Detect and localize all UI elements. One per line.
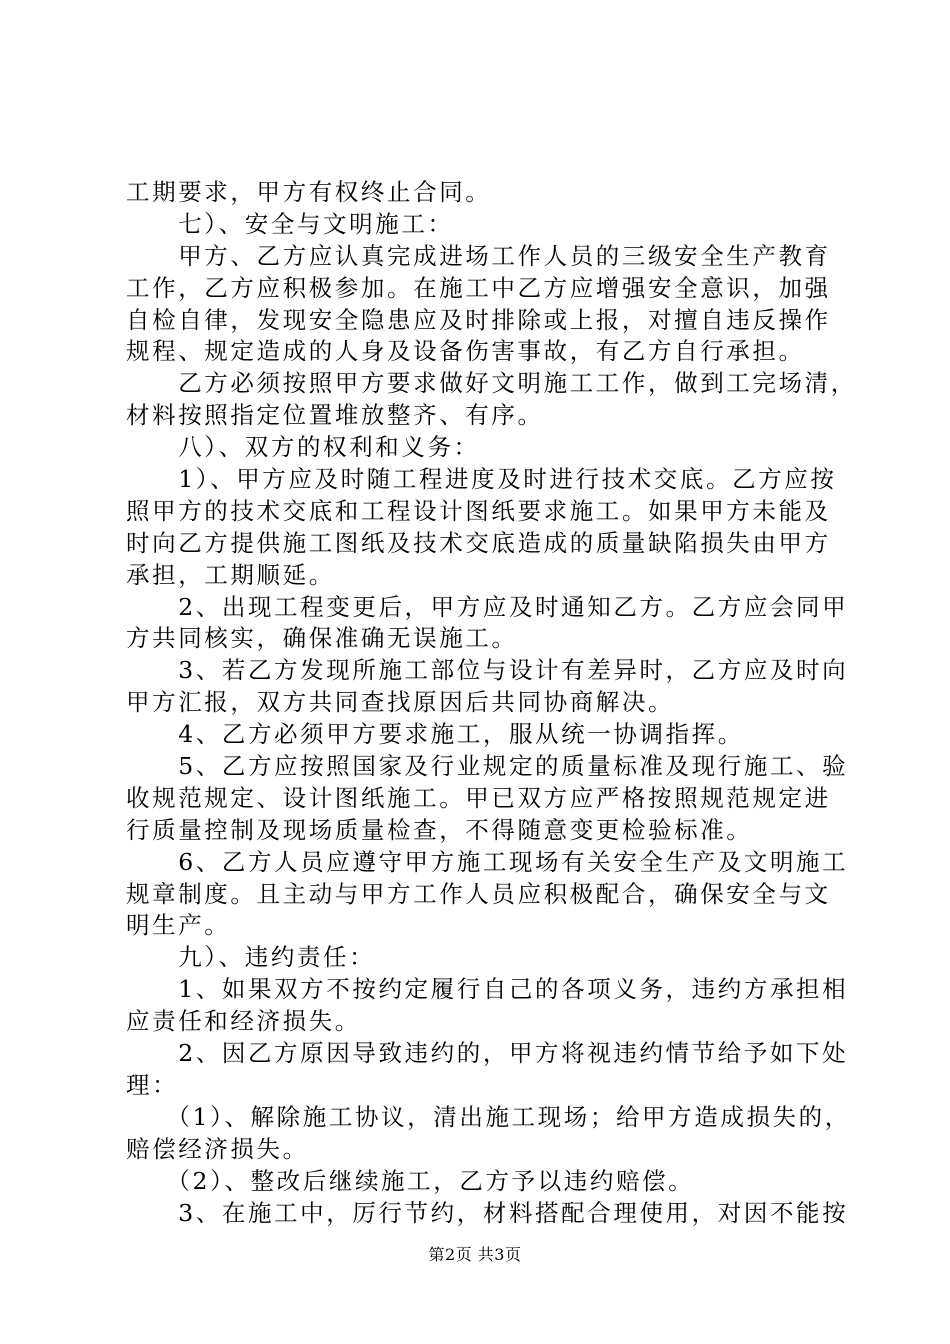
- contract-body-text: [126, 177, 857, 1229]
- text-line: 理：: [126, 1070, 179, 1099]
- text-line: 九）、违约责任：: [126, 943, 376, 972]
- text-line: 3、若乙方发现所施工部位与设计有差异时，乙方应及时向: [126, 656, 849, 685]
- text-line: 八）、双方的权利和义务：: [126, 433, 480, 462]
- text-line: 规章制度。且主动与甲方工作人员应积极配合，确保安全与文: [126, 879, 831, 908]
- page-footer: 第2页 共3页: [428, 1245, 522, 1264]
- text-line: 2、因乙方原因导致违约的，甲方将视违约情节给予如下处: [126, 1039, 849, 1068]
- text-line: 承担，工期顺延。: [126, 560, 335, 589]
- text-line: 行质量控制及现场质量检查，不得随意变更检验标准。: [126, 815, 753, 844]
- text-line: 明生产。: [126, 911, 231, 940]
- text-line: （2）、整改后继续施工，乙方予以违约赔偿。: [126, 1166, 695, 1195]
- text-line: 2、出现工程变更后，甲方应及时通知乙方。乙方应会同甲: [126, 592, 849, 621]
- text-line: 收规范规定、设计图纸施工。甲已双方应严格按照规范规定进: [126, 783, 831, 812]
- text-line: 1）、甲方应及时随工程进度及时进行技术交底。乙方应按: [126, 465, 837, 494]
- text-line: 自检自律，发现安全隐患应及时排除或上报，对擅自违反操作: [126, 305, 831, 334]
- text-line: 5、乙方应按照国家及行业规定的质量标准及现行施工、验: [126, 752, 849, 781]
- text-line: 方共同核实，确保准确无误施工。: [126, 624, 518, 653]
- text-line: 应责任和经济损失。: [126, 1007, 361, 1036]
- text-line: 6、乙方人员应遵守甲方施工现场有关安全生产及文明施工: [126, 847, 849, 876]
- text-line: 工作，乙方应积极参加。在施工中乙方应增强安全意识，加强: [126, 273, 831, 302]
- text-line: 1、如果双方不按约定履行自己的各项义务，违约方承担相: [126, 975, 849, 1004]
- text-line: 乙方必须按照甲方要求做好文明施工工作，做到工完场清，: [126, 369, 857, 398]
- text-line: 时向乙方提供施工图纸及技术交底造成的质量缺陷损失由甲方: [126, 528, 831, 557]
- text-line: 3、在施工中，厉行节约，材料搭配合理使用，对因不能按: [126, 1198, 849, 1227]
- text-line: 规程、规定造成的人身及设备伤害事故，有乙方自行承担。: [126, 337, 805, 366]
- text-line: （1）、解除施工协议，清出施工现场；给甲方造成损失的，: [126, 1102, 851, 1131]
- text-line: 4、乙方必须甲方要求施工，服从统一协调指挥。: [126, 720, 744, 749]
- text-line: 甲方汇报，双方共同查找原因后共同协商解决。: [126, 688, 675, 717]
- text-line: 甲方、乙方应认真完成进场工作人员的三级安全生产教育: [126, 241, 831, 270]
- text-line: 工期要求，甲方有权终止合同。: [126, 178, 492, 206]
- text-line: 照甲方的技术交底和工程设计图纸要求施工。如果甲方未能及: [126, 496, 831, 525]
- text-line: 材料按照指定位置堆放整齐、有序。: [126, 401, 544, 430]
- text-line: 赔偿经济损失。: [126, 1134, 309, 1163]
- text-line: 七）、安全与文明施工：: [126, 209, 454, 238]
